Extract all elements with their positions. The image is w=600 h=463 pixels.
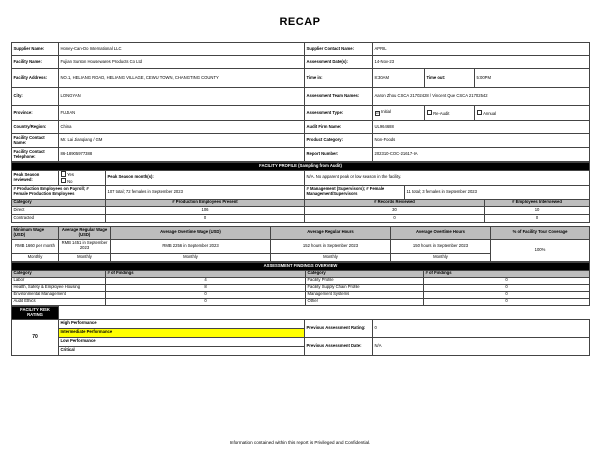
finding-category: Environmental Management xyxy=(12,291,106,298)
province-value: FUJIAN xyxy=(59,106,305,121)
col-average-regular-hours: Average Regular Hours xyxy=(271,226,391,239)
checkbox-icon xyxy=(427,110,433,116)
col-category-a: Category xyxy=(12,270,106,277)
confidential-footer: Information contained within this report is Privileged and Confidential. xyxy=(229,440,371,445)
prev-date-label: Previous Assessment Date: xyxy=(305,337,373,355)
checkbox-icon xyxy=(477,110,483,116)
finding-category: Management Systems xyxy=(306,291,424,298)
finding-category: Facility Supply Chain Profile xyxy=(306,284,424,291)
col-average-overtime-hours: Average Overtime Hours xyxy=(391,226,491,239)
facility-profile-table xyxy=(11,162,590,223)
country-label: Country/Region: xyxy=(12,121,59,134)
peak-season-options[interactable]: Yes No xyxy=(59,171,106,186)
prev-rating-value: 0 xyxy=(373,319,590,337)
average-overtime-hours-value: 150 hours in September 2023 xyxy=(391,239,491,253)
peak-months-label: Peak Season month(s): xyxy=(106,171,305,186)
facility-contact-value: Mr. Lai Jianqiang / GM xyxy=(59,134,305,148)
time-out-value: 5:00PM xyxy=(475,69,590,88)
period-overtime-wage: Monthly xyxy=(111,253,271,261)
col-average-overtime-wage: Average Overtime Wage (USD) xyxy=(111,226,271,239)
team-names-label: Assessment Team Names: xyxy=(305,88,373,106)
checked-box-icon: ☑ xyxy=(375,110,379,115)
supplier-contact-value: APRIL xyxy=(373,43,590,56)
province-label: Province: xyxy=(12,106,59,121)
management-value: 11 total; 3 females in September 2023 xyxy=(405,185,590,199)
period-minimum-wage: Monthly xyxy=(12,253,59,261)
checkbox-icon xyxy=(61,171,67,177)
findings-header: ASSESSMENT FINDINGS OVERVIEW xyxy=(12,262,590,270)
supplier-name-label: Supplier Name: xyxy=(12,43,59,56)
table-row xyxy=(12,277,590,284)
wage-table xyxy=(11,226,590,262)
audit-firm-label: Audit Firm Name: xyxy=(305,121,373,134)
risk-rating-table xyxy=(11,306,590,356)
row-interviewed: 10 xyxy=(485,206,590,214)
checkbox-icon xyxy=(61,178,67,184)
row-records: 0 xyxy=(305,214,485,222)
supplier-table xyxy=(11,42,590,162)
row-present: 106 xyxy=(106,206,305,214)
prev-rating-label: Previous Assessment Rating: xyxy=(305,319,373,337)
period-overtime-hours: Monthly xyxy=(391,253,491,261)
table-row xyxy=(12,291,590,298)
col-average-regular-wage: Average Regular Wage (USD) xyxy=(59,226,111,239)
findings-table xyxy=(11,262,590,306)
peak-months-value: N/A. No apparent peak or low season in the facility. xyxy=(305,171,590,186)
country-value: China xyxy=(59,121,305,134)
finding-category: Facility Profile xyxy=(306,277,424,284)
table-row xyxy=(12,298,590,305)
col-employees-present: # Production Employees Present xyxy=(106,199,305,206)
product-category-label: Product Category: xyxy=(305,134,373,148)
time-in-label: Time in: xyxy=(305,69,373,88)
finding-count: 8 xyxy=(106,284,306,291)
facility-phone-label: Facility Contact Telephone: xyxy=(12,148,59,162)
recap-form xyxy=(11,42,589,356)
col-category: Category xyxy=(12,199,106,206)
col-minimum-wage: Minimum Wage (USD) xyxy=(12,226,59,239)
assessment-type-label: Assessment Type: xyxy=(305,106,373,121)
finding-category: Audit Ethics xyxy=(12,298,106,305)
supplier-name-value: Honey-Can-Do International LLC xyxy=(59,43,305,56)
level-critical: Critical xyxy=(59,346,305,355)
finding-count: 0 xyxy=(424,298,590,305)
col-tour-coverage: % of Facility Tour Coverage xyxy=(491,226,590,239)
report-number-label: Report Number: xyxy=(305,148,373,162)
finding-category: Labor xyxy=(12,277,106,284)
facility-address-value: NO.1, HELIANG ROAD, HELIANG VILLAGE, CEWU TOWN, CHANGTING COUNTY xyxy=(59,69,305,88)
payroll-label: # Production Employees on Payroll; # Female Production Employees xyxy=(12,185,106,199)
row-category: Direct xyxy=(12,206,106,214)
table-row xyxy=(12,284,590,291)
facility-phone-value: 86-18905977388 xyxy=(59,148,305,162)
row-category: Contracted xyxy=(12,214,106,222)
peak-season-label: Peak Season reviewed: xyxy=(12,171,59,186)
level-low: Low Performance xyxy=(59,337,305,346)
report-number-value: 202310-COC-21617-IA xyxy=(373,148,590,162)
tour-coverage-value: 100% xyxy=(491,239,590,261)
row-records: 30 xyxy=(305,206,485,214)
average-regular-wage-value: RMB 1451 in September 2023 xyxy=(59,239,111,253)
finding-count: 0 xyxy=(106,298,306,305)
finding-count: 0 xyxy=(424,291,590,298)
prev-date-value: N/A xyxy=(373,337,590,355)
level-high: High Performance xyxy=(59,319,305,328)
city-label: City: xyxy=(12,88,59,106)
assessment-dates-label: Assessment Date(s): xyxy=(305,56,373,69)
time-in-value: 8:30AM xyxy=(373,69,425,88)
facility-contact-label: Facility Contact Name: xyxy=(12,134,59,148)
page-title: RECAP xyxy=(279,16,321,28)
type-annual-option[interactable]: Annual xyxy=(475,106,590,121)
type-initial-option[interactable]: ☑ Initial xyxy=(373,106,425,121)
risk-rating-label: FACILITY RISK RATING xyxy=(12,306,59,319)
supplier-contact-label: Supplier Contact Name: xyxy=(305,43,373,56)
finding-category: Other xyxy=(306,298,424,305)
average-overtime-wage-value: RMB 2256 in September 2023 xyxy=(111,239,271,253)
table-row xyxy=(12,214,590,222)
product-category-value: Non-Foods xyxy=(373,134,590,148)
risk-score: 70 xyxy=(12,319,59,355)
management-label: # Management (Supervisors); # Female Management/Supervisors xyxy=(305,185,405,199)
facility-address-label: Facility Address: xyxy=(12,69,59,88)
minimum-wage-value: RMB 1660 per month xyxy=(12,239,59,253)
table-row xyxy=(12,206,590,214)
team-names-value: Aaron Zhou CSCA 21702428 / Vincent Que CSCA 21702542 xyxy=(373,88,590,106)
audit-firm-value: UL964688 xyxy=(373,121,590,134)
facility-profile-header: FACILITY PROFILE (Sampling from Audit) xyxy=(12,163,590,171)
finding-count: 0 xyxy=(106,291,306,298)
row-present: 0 xyxy=(106,214,305,222)
period-regular-wage: Monthly xyxy=(59,253,111,261)
facility-name-label: Facility Name: xyxy=(12,56,59,69)
finding-count: 0 xyxy=(424,284,590,291)
col-findings-a: # of Findings xyxy=(106,270,306,277)
level-intermediate: Intermediate Performance xyxy=(59,328,305,337)
finding-count: 4 xyxy=(106,277,306,284)
finding-count: 0 xyxy=(424,277,590,284)
col-records-reviewed: # Records Reviewed xyxy=(305,199,485,206)
row-interviewed: 0 xyxy=(485,214,590,222)
city-value: LONGYAN xyxy=(59,88,305,106)
col-employees-interviewed: # Employees Interviewed xyxy=(485,199,590,206)
assessment-dates-value: 14-Nov-23 xyxy=(373,56,590,69)
type-reaudit-option[interactable]: Re-Audit xyxy=(425,106,475,121)
time-out-label: Time out: xyxy=(425,69,475,88)
finding-category: Health, Safety & Employee Housing xyxy=(12,284,106,291)
period-regular-hours: Monthly xyxy=(271,253,391,261)
payroll-value: 107 total; 72 females in September 2023 xyxy=(106,185,305,199)
col-category-b: Category xyxy=(306,270,424,277)
average-regular-hours-value: 152 hours in September 2023 xyxy=(271,239,391,253)
facility-name-value: Fujian Sunton Housewares Products Co Ltd xyxy=(59,56,305,69)
col-findings-b: # of Findings xyxy=(424,270,590,277)
